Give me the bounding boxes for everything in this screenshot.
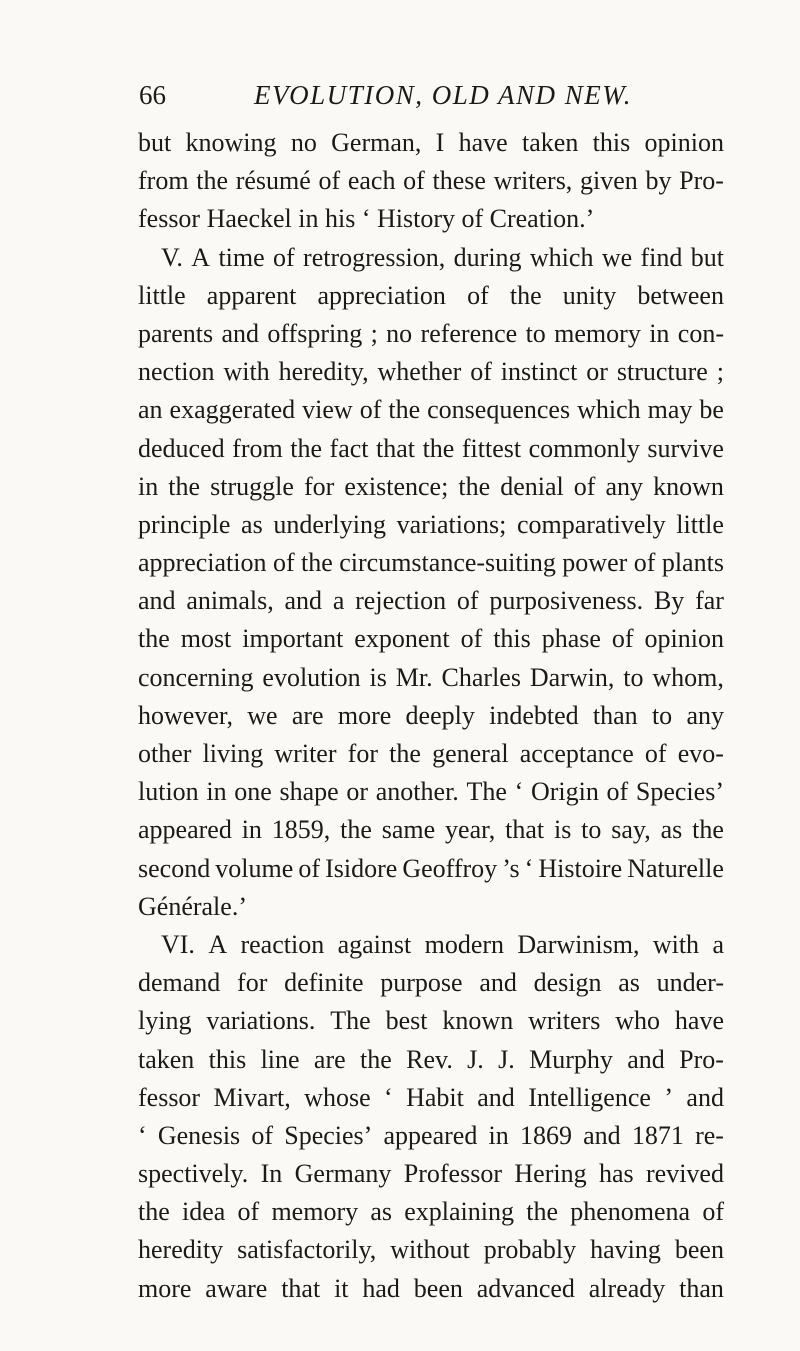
- text-line: [138, 1270, 724, 1308]
- word: these: [432, 166, 486, 196]
- word: idea: [182, 1197, 226, 1227]
- word: fittest: [461, 433, 522, 463]
- word: as: [618, 968, 640, 998]
- word: acceptance: [519, 739, 634, 768]
- word: who: [615, 1006, 660, 1036]
- word: that: [376, 433, 416, 463]
- word: Species’: [635, 777, 724, 807]
- word: Habit: [406, 1082, 464, 1112]
- word: of: [470, 357, 492, 387]
- word: most: [180, 624, 232, 654]
- word: from: [138, 166, 189, 196]
- word: little: [138, 280, 186, 310]
- word: consequences: [427, 395, 571, 425]
- word: design: [533, 968, 602, 998]
- word: existence;: [344, 471, 449, 501]
- word: find: [640, 242, 683, 272]
- word: view: [302, 395, 353, 425]
- word: heredity,: [278, 357, 369, 387]
- word: we: [601, 242, 633, 272]
- word: taken: [138, 1044, 195, 1074]
- word: the: [360, 1044, 392, 1074]
- word: denial: [500, 471, 564, 501]
- word: any: [605, 471, 644, 501]
- word: J.: [467, 1044, 484, 1074]
- word: lution: [138, 777, 199, 807]
- word: 1871: [631, 1120, 684, 1150]
- word: with: [652, 929, 700, 959]
- running-title: EVOLUTION, OLD AND NEW.: [254, 80, 632, 110]
- word: evo-: [677, 739, 724, 768]
- running-head: [139, 78, 719, 112]
- word: structure: [616, 357, 708, 387]
- word: knowing: [185, 128, 277, 157]
- word: already: [588, 1273, 666, 1303]
- word: which: [577, 395, 641, 425]
- word: parents: [138, 318, 214, 348]
- word: heredity: [138, 1235, 224, 1265]
- word: whose: [304, 1082, 371, 1112]
- word: whether: [377, 357, 462, 387]
- word: under-: [656, 968, 724, 998]
- text-line: [138, 1117, 724, 1155]
- word: Mivart,: [213, 1082, 291, 1112]
- word: the: [509, 280, 542, 310]
- word: ;: [370, 318, 378, 348]
- word: reaction: [240, 929, 325, 959]
- text-line: [138, 582, 724, 620]
- word: is: [369, 662, 387, 692]
- word: Intelligence: [528, 1082, 651, 1112]
- word: than: [592, 700, 638, 730]
- word: a: [712, 929, 724, 959]
- word: whom,: [652, 662, 724, 692]
- word: time: [218, 242, 265, 272]
- word: this: [208, 1044, 247, 1074]
- word: be: [699, 395, 724, 425]
- word: more: [138, 1273, 192, 1303]
- word: German,: [331, 128, 422, 157]
- word: having: [590, 1235, 661, 1265]
- word: circumstance-suiting: [339, 548, 556, 578]
- word: the: [692, 815, 724, 845]
- word: appreciation: [317, 280, 446, 310]
- word: each: [347, 166, 396, 196]
- text-line: [138, 544, 724, 582]
- word: which: [529, 242, 594, 272]
- word: rejection: [355, 586, 447, 616]
- text-line: [138, 239, 724, 277]
- word: By: [653, 586, 685, 616]
- word: animals,: [186, 586, 274, 616]
- text-line: [138, 888, 724, 926]
- word: without: [390, 1235, 470, 1265]
- text-line: [138, 620, 724, 658]
- word: opinion: [644, 624, 724, 654]
- word: same: [381, 815, 436, 845]
- word: A: [208, 929, 228, 959]
- word: of: [318, 166, 341, 196]
- word: or: [346, 777, 369, 807]
- word: ‘: [138, 1120, 147, 1150]
- word: far: [695, 586, 724, 616]
- word: in: [138, 471, 159, 501]
- word: satisfactorily,: [237, 1235, 377, 1265]
- word: of: [272, 548, 295, 578]
- text-line: [138, 850, 724, 888]
- text-line: [138, 1079, 724, 1117]
- word: J.: [498, 1044, 515, 1074]
- word: variations;: [396, 509, 507, 539]
- word: ;: [716, 357, 724, 387]
- word: of: [251, 1120, 274, 1150]
- text-line: [138, 659, 724, 697]
- word: fact: [329, 433, 369, 463]
- word: the: [168, 471, 201, 501]
- word: advanced: [476, 1273, 575, 1303]
- word: deeply: [405, 700, 475, 730]
- word: instinct: [500, 357, 578, 387]
- word: or: [586, 357, 608, 387]
- word: con-: [677, 318, 724, 348]
- word: is: [553, 815, 572, 845]
- word: Murphy: [529, 1044, 613, 1074]
- word: other: [138, 739, 192, 768]
- text-line: [138, 468, 724, 506]
- word: important: [242, 624, 344, 654]
- word: for: [237, 968, 268, 998]
- text-line: [138, 1193, 724, 1231]
- text-line: [138, 277, 724, 315]
- word: phase: [541, 624, 601, 654]
- word: are: [313, 1044, 346, 1074]
- word: of: [298, 853, 320, 883]
- word: Darwin,: [529, 662, 615, 692]
- word: in: [649, 318, 670, 348]
- text-line: [138, 811, 724, 849]
- word: as: [241, 509, 263, 539]
- word: of: [237, 1197, 260, 1227]
- word: memory: [271, 1197, 359, 1227]
- word: of: [456, 586, 479, 616]
- word: ’: [664, 1082, 674, 1112]
- text-line: [138, 1231, 724, 1269]
- word: purpose: [380, 968, 463, 998]
- word: it: [334, 1273, 349, 1303]
- word: exponent: [354, 624, 450, 654]
- word: Rev.: [406, 1044, 453, 1074]
- word: given: [580, 166, 638, 196]
- text-line: [138, 1002, 724, 1040]
- word: for: [303, 471, 335, 501]
- word: this: [592, 128, 631, 157]
- word: Germany: [294, 1159, 392, 1189]
- word: of: [644, 739, 667, 768]
- word: the: [422, 433, 455, 463]
- text-line: [138, 391, 724, 429]
- word: as: [660, 815, 683, 845]
- word: purposiveness.: [489, 586, 644, 616]
- word: general: [432, 739, 509, 768]
- word: and: [627, 1044, 665, 1074]
- word: been: [674, 1235, 724, 1265]
- text-line: [138, 506, 724, 544]
- word: however,: [138, 700, 233, 730]
- word: but: [690, 242, 724, 272]
- text-line: [138, 315, 724, 353]
- text-line: [138, 697, 724, 735]
- word: line: [260, 1044, 300, 1074]
- word: phenomena: [570, 1197, 691, 1227]
- word: of: [460, 624, 483, 654]
- word: evolution: [262, 662, 361, 692]
- word: unity: [562, 280, 617, 310]
- word: for: [347, 739, 378, 768]
- word: by: [645, 166, 672, 196]
- word: as: [370, 1197, 393, 1227]
- word: had: [362, 1273, 400, 1303]
- word: Genesis: [157, 1120, 241, 1150]
- word: no: [290, 128, 317, 157]
- word: of: [702, 1197, 724, 1227]
- word: Species’: [284, 1120, 373, 1150]
- word: with: [223, 357, 270, 387]
- word: known: [653, 471, 724, 501]
- word: re-: [695, 1120, 724, 1150]
- word: to: [651, 700, 673, 730]
- text-line: [138, 1155, 724, 1193]
- word: in: [241, 815, 262, 845]
- word: power: [562, 548, 628, 578]
- text-line: [138, 735, 724, 773]
- word: offspring: [267, 318, 363, 348]
- word: and: [221, 318, 259, 348]
- word: A: [191, 242, 211, 272]
- word: deduced: [138, 433, 225, 463]
- word: we: [247, 700, 278, 730]
- word: exaggerated: [169, 395, 296, 425]
- word: Mr.: [395, 662, 433, 692]
- word: Naturelle: [627, 853, 724, 883]
- word: probably: [483, 1235, 577, 1265]
- text-line: [138, 926, 724, 964]
- word: revived: [646, 1159, 724, 1189]
- word: of: [273, 242, 295, 272]
- word: more: [337, 700, 392, 730]
- word: the: [196, 166, 228, 196]
- word: but: [138, 128, 172, 157]
- word: in: [488, 1120, 509, 1150]
- word: appeared: [138, 815, 232, 845]
- word: of: [573, 471, 596, 501]
- word: 1859,: [271, 815, 331, 845]
- word: nection: [138, 357, 215, 387]
- word: an: [138, 395, 163, 425]
- word: VI.: [161, 929, 195, 959]
- word: of: [467, 280, 489, 310]
- word: the: [290, 433, 322, 463]
- word: Origin: [530, 777, 599, 807]
- word: the: [340, 815, 372, 845]
- word: writer: [274, 739, 337, 768]
- text-line: [138, 200, 724, 238]
- word: of: [611, 624, 634, 654]
- word: Pro-: [679, 166, 724, 196]
- word: volume: [215, 853, 294, 883]
- word: variations.: [206, 1006, 316, 1036]
- word: In: [260, 1159, 283, 1189]
- word: The: [466, 777, 507, 807]
- word: Histoire: [538, 853, 623, 883]
- word: appreciation: [138, 548, 267, 578]
- word: and: [477, 1082, 515, 1112]
- word: to: [581, 815, 602, 845]
- word: demand: [138, 968, 221, 998]
- word: are: [291, 700, 324, 730]
- word: ‘: [524, 853, 534, 883]
- word: apparent: [206, 280, 297, 310]
- word: a: [332, 586, 345, 616]
- text-line: [138, 964, 724, 1002]
- word: Isidore: [325, 853, 398, 883]
- word: Professor: [403, 1159, 502, 1189]
- word: fessor: [138, 1082, 201, 1112]
- word: survive: [647, 433, 724, 463]
- word: Hering: [514, 1159, 587, 1189]
- word: any: [686, 700, 724, 730]
- word: ‘: [514, 777, 524, 807]
- word: the: [458, 471, 491, 501]
- word: Pro-: [679, 1044, 724, 1074]
- word: ’s: [502, 853, 520, 883]
- word: writers: [528, 1006, 601, 1036]
- word: the: [301, 548, 333, 578]
- word: of: [403, 166, 425, 196]
- word: lying: [138, 1006, 192, 1036]
- word: that: [281, 1273, 321, 1303]
- page-number: 66: [139, 80, 166, 110]
- word: The: [330, 1006, 371, 1036]
- word: memory: [554, 318, 641, 348]
- word: plants: [661, 548, 724, 578]
- word: modern: [424, 929, 505, 959]
- word: of: [606, 777, 629, 807]
- text-line: [138, 773, 724, 811]
- word: the: [138, 1197, 170, 1227]
- word: in: [206, 777, 227, 807]
- word: and: [479, 968, 517, 998]
- word: best: [385, 1006, 428, 1036]
- word: 1869: [519, 1120, 572, 1150]
- word: aware: [205, 1273, 268, 1303]
- word: comparatively: [516, 509, 666, 539]
- text-line: [138, 124, 724, 162]
- word: I: [435, 128, 445, 157]
- word: no: [386, 318, 413, 348]
- word: concerning: [138, 662, 254, 692]
- word: commonly: [528, 433, 640, 463]
- word: résumé: [235, 166, 311, 196]
- word: and: [583, 1120, 621, 1150]
- text-line: [138, 162, 724, 200]
- word: of: [633, 548, 656, 578]
- word: explaining: [404, 1197, 515, 1227]
- text-line: [138, 430, 724, 468]
- word: of: [359, 395, 382, 425]
- word: underlying: [273, 509, 386, 539]
- word: reference: [420, 318, 518, 348]
- word: than: [679, 1273, 724, 1303]
- word: and: [138, 586, 176, 616]
- word: taken: [522, 128, 579, 157]
- word: spectively.: [138, 1159, 249, 1189]
- word: have: [458, 128, 508, 157]
- word: and: [284, 586, 323, 616]
- word: year,: [445, 815, 496, 845]
- word: little: [676, 509, 724, 539]
- word: during: [453, 242, 522, 272]
- word: the: [389, 739, 421, 768]
- word: may: [647, 395, 693, 425]
- word: that: [505, 815, 545, 845]
- word: been: [413, 1273, 463, 1303]
- word: the: [388, 395, 421, 425]
- word: second: [138, 853, 211, 883]
- word: opinion: [644, 128, 724, 157]
- word: against: [337, 929, 412, 959]
- word: another.: [375, 777, 459, 807]
- text-line-content: Générale.’: [138, 891, 247, 921]
- word: has: [598, 1159, 634, 1189]
- word: appeared: [383, 1120, 478, 1150]
- word: one: [234, 777, 272, 807]
- text-line: [138, 1041, 724, 1079]
- word: to: [525, 318, 546, 348]
- word: indebted: [489, 700, 579, 730]
- word: have: [674, 1006, 724, 1036]
- text-line-content: fessor Haeckel in his ‘ History of Creation.’: [138, 204, 595, 234]
- word: and: [686, 1082, 724, 1112]
- word: V.: [161, 242, 183, 272]
- word: Geoffroy: [402, 853, 498, 883]
- word: definite: [284, 968, 364, 998]
- word: this: [493, 624, 531, 654]
- text-line: [138, 353, 724, 391]
- word: between: [637, 280, 724, 310]
- word: the: [526, 1197, 559, 1227]
- body-text: [138, 124, 724, 1308]
- word: writers,: [493, 166, 573, 196]
- word: retrogression,: [303, 242, 446, 272]
- word: to: [623, 662, 644, 692]
- word: Charles: [441, 662, 521, 692]
- word: Darwinism,: [517, 929, 640, 959]
- word: living: [202, 739, 264, 768]
- word: shape: [279, 777, 339, 807]
- word: from: [232, 433, 283, 463]
- word: known: [442, 1006, 514, 1036]
- word: ‘: [384, 1082, 393, 1112]
- word: the: [138, 624, 170, 654]
- word: struggle: [210, 471, 294, 501]
- word: say,: [611, 815, 651, 845]
- word: principle: [138, 509, 231, 539]
